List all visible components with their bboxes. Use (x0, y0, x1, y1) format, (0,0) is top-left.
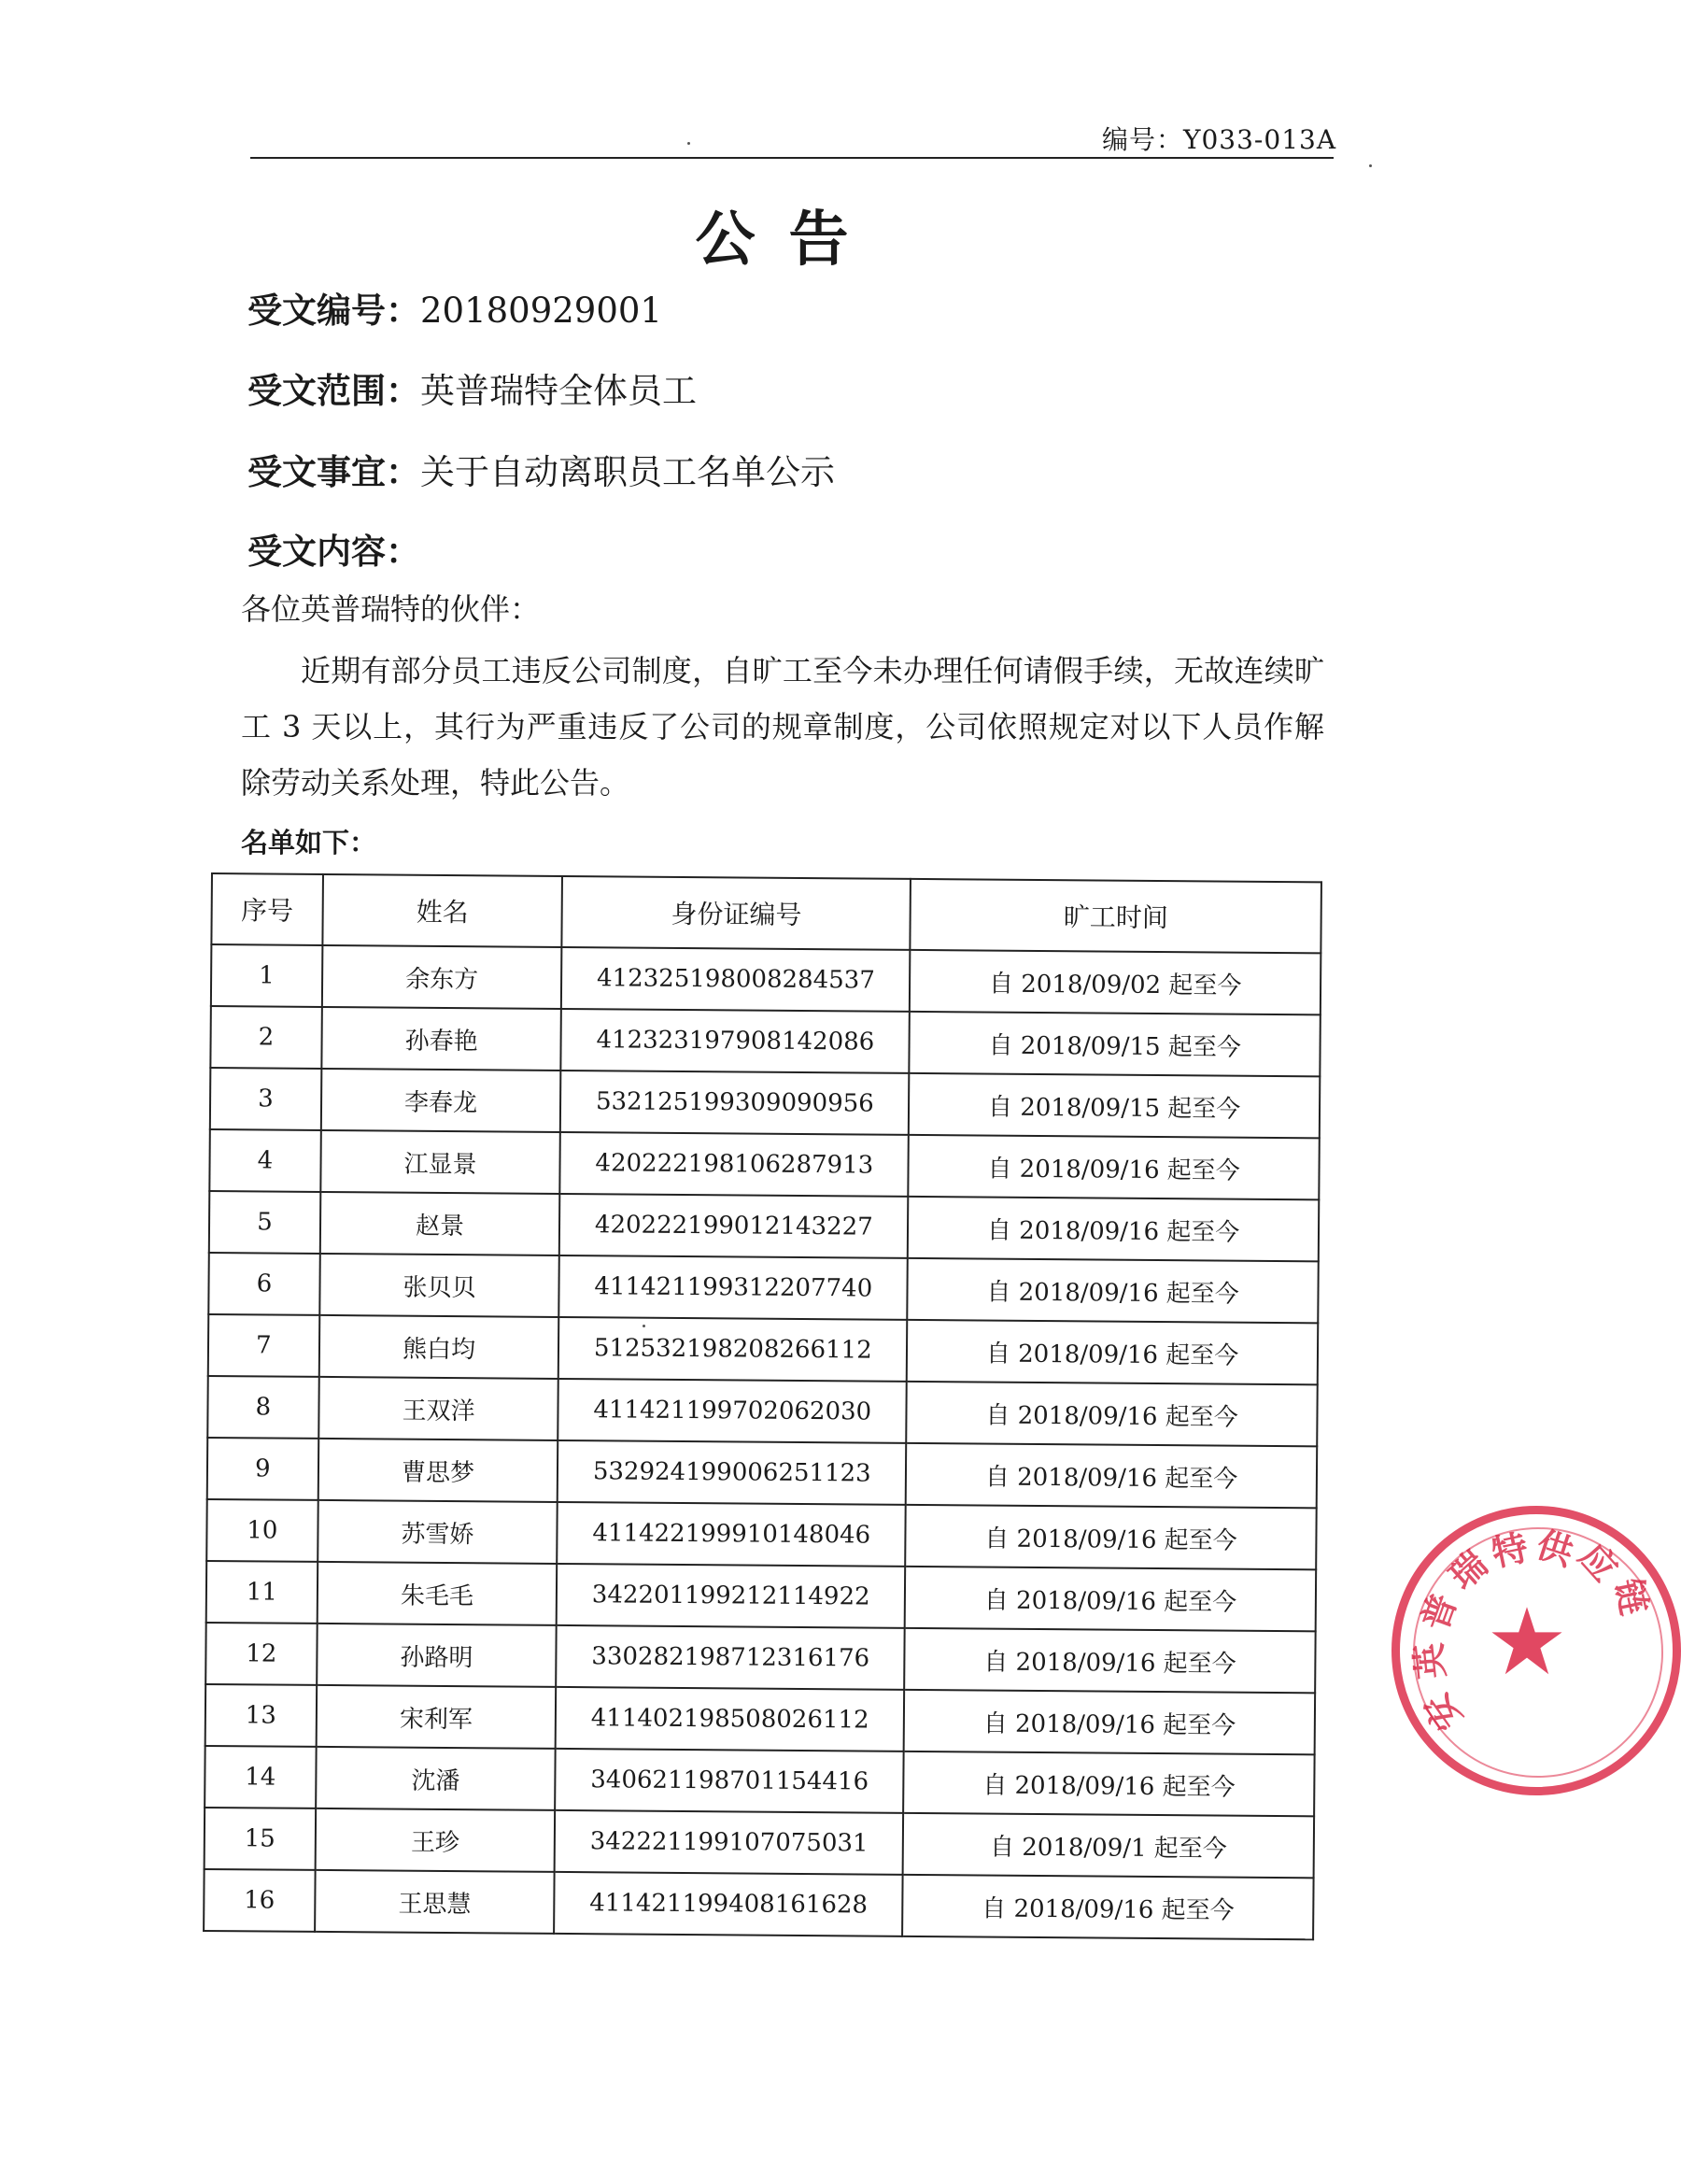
cell-index: 1 (211, 944, 322, 1007)
cell-name: 张贝贝 (319, 1254, 559, 1317)
cell-index: 8 (207, 1376, 318, 1439)
scan-mark (687, 142, 690, 145)
header-id-number: 身份证编号 (562, 876, 911, 950)
field-subject (247, 444, 835, 494)
cell-absence-time: 自 2018/09/16 起至今 (903, 1751, 1314, 1816)
field-doc-id (247, 282, 662, 333)
cell-index: 14 (205, 1746, 316, 1808)
header-rule (250, 157, 1334, 159)
table-row (208, 1314, 1318, 1384)
table-row (207, 1376, 1317, 1446)
table-row (209, 1129, 1319, 1199)
cell-name: 曹思梦 (318, 1439, 558, 1502)
field-label: 受文事宜： (247, 452, 420, 492)
field-value: 20180929001 (420, 291, 662, 331)
table-row (205, 1746, 1314, 1816)
table-header-row (211, 873, 1321, 953)
cell-absence-time: 自 2018/09/16 起至今 (908, 1197, 1319, 1261)
cell-absence-time: 自 2018/09/15 起至今 (909, 1073, 1320, 1138)
cell-id-number: 340621198701154416 (555, 1749, 903, 1813)
employee-table (203, 872, 1322, 1940)
seal-char: 供 (1532, 1524, 1578, 1574)
cell-id-number: 420222199012143227 (559, 1194, 908, 1258)
cell-name: 苏雪娇 (318, 1500, 558, 1564)
field-value: 关于自动离职员工名单公示 (420, 452, 835, 492)
cell-id-number: 532924199006251123 (558, 1440, 906, 1505)
cell-id-number: 411421199312207740 (559, 1255, 908, 1320)
field-content (247, 523, 420, 574)
field-label: 受文范围： (247, 371, 420, 411)
table-row (206, 1499, 1316, 1569)
header-absence-time: 旷工时间 (911, 879, 1321, 953)
cell-name: 孙路明 (317, 1624, 557, 1687)
field-value: 英普瑞特全体员工 (420, 371, 697, 411)
cell-name: 孙春艳 (321, 1007, 561, 1071)
cell-index: 16 (204, 1869, 315, 1932)
cell-name: 朱毛毛 (317, 1562, 557, 1625)
cell-id-number: 420222198106287913 (560, 1132, 909, 1197)
cell-absence-time: 自 2018/09/16 起至今 (904, 1628, 1315, 1693)
table-row (205, 1623, 1315, 1693)
table-body (204, 944, 1321, 1939)
cell-name: 王珍 (315, 1808, 555, 1872)
table-row (210, 1006, 1320, 1076)
cell-absence-time: 自 2018/09/15 起至今 (910, 1012, 1321, 1076)
cell-index: 4 (209, 1129, 320, 1192)
cell-absence-time: 自 2018/09/1 起至今 (903, 1813, 1314, 1878)
cell-id-number: 330282198712316176 (557, 1625, 905, 1690)
cell-id-number: 411402198508026112 (556, 1687, 904, 1751)
cell-name: 宋利军 (316, 1685, 556, 1749)
cell-id-number: 512532198208266112 (558, 1317, 907, 1382)
table-row (211, 944, 1321, 1014)
table-row (210, 1068, 1320, 1138)
cell-absence-time: 自 2018/09/16 起至今 (902, 1875, 1313, 1939)
seal-char: 英 (1407, 1640, 1453, 1681)
header-name: 姓名 (322, 874, 562, 947)
field-scope (247, 362, 697, 413)
seal-char: 特 (1488, 1526, 1532, 1575)
greeting: 各位英普瑞特的伙伴： (241, 591, 541, 627)
cell-id-number: 411421199702062030 (558, 1379, 907, 1443)
cell-absence-time: 自 2018/09/16 起至今 (906, 1382, 1317, 1446)
header-index: 序号 (211, 873, 322, 945)
field-label: 受文内容： (247, 532, 420, 572)
cell-absence-time: 自 2018/09/16 起至今 (907, 1320, 1318, 1384)
cell-name: 余东方 (322, 945, 562, 1009)
cell-id-number: 412325198008284537 (561, 947, 910, 1012)
cell-index: 2 (210, 1006, 321, 1069)
seal-char: 安 (1415, 1685, 1470, 1738)
announcement-paragraph: 近期有部分员工违反公司制度，自旷工至今未办理任何请假手续，无故连续旷工 3 天以上，其行为严重违反了公司的规章制度，公司依照规定对以下人员作解除劳动关系处理，特此公告。 (241, 653, 1324, 801)
cell-name: 江显景 (320, 1130, 560, 1194)
cell-index: 12 (205, 1623, 317, 1685)
cell-id-number: 411421199408161628 (554, 1872, 902, 1936)
cell-index: 5 (209, 1191, 320, 1254)
cell-name: 沈潘 (316, 1747, 556, 1810)
cell-index: 11 (206, 1561, 318, 1624)
page-title: 公告 (695, 205, 883, 275)
cell-index: 10 (206, 1499, 318, 1562)
cell-absence-time: 自 2018/09/02 起至今 (910, 950, 1321, 1014)
table-row (207, 1438, 1317, 1508)
seal-char: 普 (1414, 1588, 1465, 1637)
table-row (206, 1561, 1316, 1631)
cell-absence-time: 自 2018/09/16 起至今 (905, 1505, 1316, 1569)
cell-absence-time: 自 2018/09/16 起至今 (904, 1690, 1315, 1754)
cell-name: 赵景 (320, 1192, 560, 1255)
company-seal (1391, 1506, 1681, 1795)
scan-mark (1369, 164, 1372, 167)
table-row (209, 1191, 1319, 1261)
cell-index: 15 (205, 1808, 316, 1870)
seal-char: 链 (1607, 1575, 1656, 1619)
cell-index: 6 (208, 1253, 319, 1315)
list-heading: 名单如下： (241, 827, 377, 858)
star-icon (1490, 1604, 1564, 1679)
table-row (204, 1869, 1313, 1939)
cell-id-number: 532125199309090956 (560, 1071, 909, 1135)
table-row (205, 1684, 1315, 1754)
cell-absence-time: 自 2018/09/16 起至今 (908, 1258, 1319, 1323)
cell-id-number: 342201199212114922 (557, 1564, 905, 1628)
cell-index: 13 (205, 1684, 317, 1747)
cell-absence-time: 自 2018/09/16 起至今 (905, 1567, 1316, 1631)
table-row (205, 1808, 1314, 1878)
cell-absence-time: 自 2018/09/16 起至今 (909, 1135, 1320, 1199)
cell-name: 王双洋 (318, 1377, 558, 1440)
cell-name: 熊白均 (319, 1315, 559, 1379)
cell-index: 3 (210, 1068, 321, 1130)
cell-id-number: 412323197908142086 (561, 1009, 910, 1073)
cell-index: 9 (207, 1438, 318, 1500)
seal-char: 瑞 (1441, 1543, 1496, 1598)
scan-mark (643, 1325, 645, 1327)
cell-name: 李春龙 (321, 1069, 561, 1132)
cell-name: 王思慧 (315, 1870, 555, 1934)
cell-absence-time: 自 2018/09/16 起至今 (906, 1443, 1317, 1508)
cell-index: 7 (208, 1314, 319, 1377)
cell-id-number: 342221199107075031 (555, 1810, 903, 1875)
seal-char: 应 (1571, 1535, 1626, 1590)
table-row (208, 1253, 1318, 1323)
field-label: 受文编号： (247, 291, 420, 331)
doc-number: 编号：Y033-013A (1102, 124, 1337, 155)
cell-id-number: 411422199910148046 (558, 1502, 906, 1567)
